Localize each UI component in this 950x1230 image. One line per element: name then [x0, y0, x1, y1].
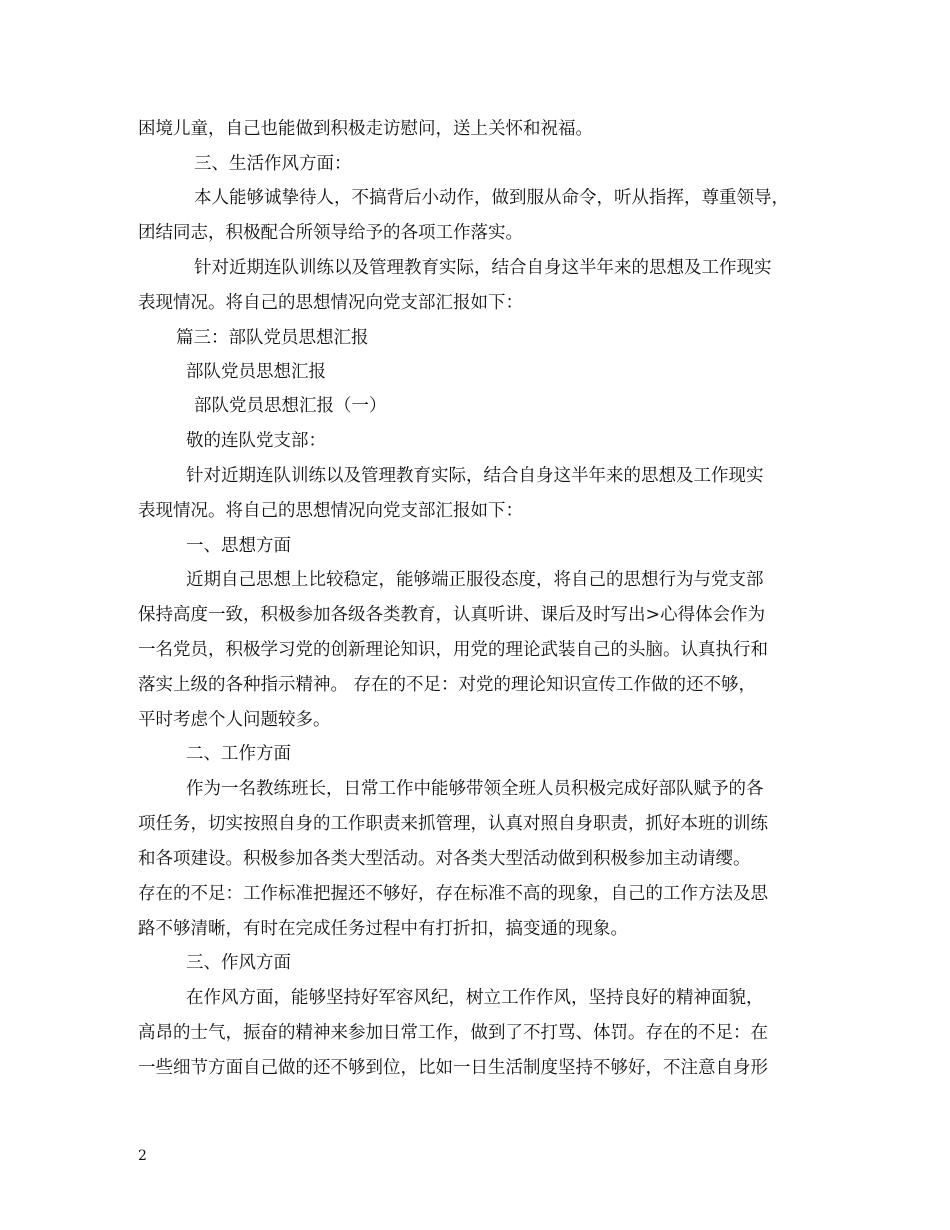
text-line-19: 二、工作方面 — [186, 744, 291, 764]
text-line-1: 困境儿童，自己也能做到积极走访慰问，送上关怀和祝福。 — [138, 119, 593, 139]
text-line-11: 针对近期连队训练以及管理教育实际，结合自身这半年来的思想及工作现实 — [186, 466, 764, 486]
text-line-24: 路不够清晰，有时在完成任务过程中有打折扣，搞变通的现象。 — [138, 919, 628, 939]
text-line-3: 本人能够诚挚待人，不搞背后小动作，做到服从命令，听从指挥，尊重领导， — [194, 188, 789, 208]
text-line-13: 一、思想方面 — [186, 536, 291, 556]
text-line-6: 表现情况。将自己的思想情况向党支部汇报如下： — [138, 293, 523, 313]
text-line-28: 一些细节方面自己做的还不够到位，比如一日生活制度坚持不够好，不注意自身形 — [138, 1058, 768, 1078]
text-line-21: 项任务，切实按照自身的工作职责来抓管理，认真对照自身职责，抓好本班的训练 — [138, 814, 768, 834]
text-line-16: 一名党员，积极学习党的创新理论知识，用党的理论武装自己的头脑。认真执行和 — [138, 640, 768, 660]
text-line-22: 和各项建设。积极参加各类大型活动。对各类大型活动做到积极参加主动请缨。 — [138, 849, 751, 869]
text-line-5: 针对近期连队训练以及管理教育实际，结合自身这半年来的思想及工作现实 — [194, 258, 772, 278]
text-line-25: 三、作风方面 — [186, 953, 291, 973]
text-line-12: 表现情况。将自己的思想情况向党支部汇报如下： — [138, 501, 523, 521]
text-line-10: 敬的连队党支部： — [186, 431, 326, 451]
text-line-9: 部队党员思想汇报（一） — [194, 396, 387, 416]
text-line-23: 存在的不足：工作标准把握还不够好，存在标准不高的现象，自己的工作方法及思 — [138, 884, 768, 904]
text-line-4: 团结同志，积极配合所领导给予的各项工作落实。 — [138, 223, 523, 243]
text-line-14: 近期自己思想上比较稳定，能够端正服役态度，将自己的思想行为与党支部 — [186, 570, 764, 590]
text-line-2: 三、生活作风方面： — [194, 154, 352, 174]
page-number: 2 — [138, 1148, 147, 1164]
text-line-7: 篇三：部队党员思想汇报 — [176, 328, 369, 348]
text-line-17: 落实上级的各种指示精神。 存在的不足：对党的理论知识宣传工作做的还不够， — [138, 675, 757, 695]
text-line-18: 平时考虑个人问题较多。 — [138, 710, 331, 730]
text-line-26: 在作风方面，能够坚持好军容风纪，树立工作作风，坚持良好的精神面貌， — [186, 988, 764, 1008]
text-line-8: 部队党员思想汇报 — [186, 362, 326, 382]
text-line-20: 作为一名教练班长，日常工作中能够带领全班人员积极完成好部队赋予的各 — [186, 779, 764, 799]
text-line-15: 保持高度一致，积极参加各级各类教育，认真听讲、课后及时写出>心得体会作为 — [138, 605, 766, 625]
text-line-27: 高昂的士气，振奋的精神来参加日常工作，做到了不打骂、体罚。存在的不足：在 — [138, 1023, 768, 1043]
